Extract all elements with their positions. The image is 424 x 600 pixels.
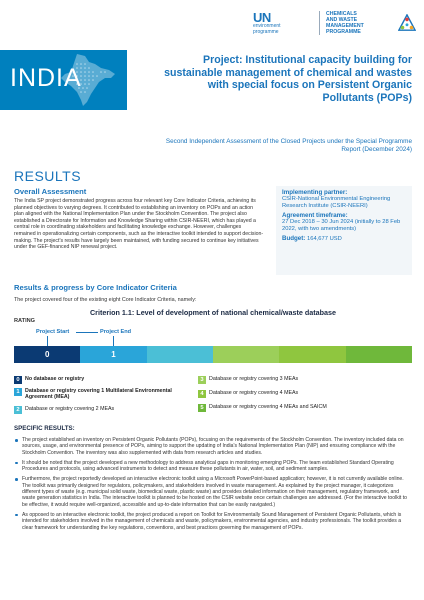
header-logos: [253, 8, 416, 38]
partner-label: Implementing partner:: [282, 189, 348, 196]
country-name: INDIA: [10, 64, 82, 92]
list-item: As opposed to an interactive electronic toolkit, the project produced a report on Toolkit for Environmentally Sound Management of Persistent Organic Pollutants, which is intended for stakeholders involved in the management of chemicals and waste, policymakers, environmental agencies, and industry professionals. The toolkit provides a clear framework for understanding the key regulations, conventions, and best practices governing the management of POPs.: [14, 512, 412, 531]
project-title: Project: Institutional capacity building for sustainable management of chemical and wastes with special focus on Persistent Organic Pollutants (POPs): [164, 54, 412, 104]
legend-text-3: Database or registry covering 3 MEAs: [209, 376, 299, 382]
timeframe-label: Agreement timeframe:: [282, 212, 348, 219]
specific-results-heading: SPECIFIC RESULTS:: [14, 425, 75, 432]
budget-value: 164,677 USD: [307, 236, 342, 242]
legend-swatch-3: 3: [198, 376, 206, 384]
criterion-title: Criterion 1.1: Level of development of national chemical/waste database: [89, 308, 337, 317]
results-progress-heading: Results & progress by Core Indicator Criteria: [14, 283, 177, 292]
un-environment-logo: [253, 11, 313, 35]
rating-end-value: 1: [111, 350, 116, 359]
rating-segment-4: [279, 346, 345, 363]
legend-swatch-5: 5: [198, 404, 206, 412]
list-item: The project established an inventory on Persistent Organic Pollutants (POPs), focusing on the requirements of the Stockholm Convention. The inventory included data on sources, usage, and environmental presence of POPs, aiming to support the updating of India's National Implementation Plan (NIP) and ensuring compliance with the Stockholm Convention. The inventory was also supplemented with data from research articles and studies.: [14, 437, 412, 456]
legend-item-0: [14, 376, 189, 384]
project-start-label: Project Start: [36, 329, 70, 335]
rating-segment-2: [147, 346, 213, 363]
cwm-triangle-icon: [398, 14, 416, 32]
logo-divider: [319, 11, 320, 35]
budget-line: [282, 235, 406, 243]
country-banner: [0, 50, 127, 110]
cwm-logo-line1: CHEMICALS: [326, 11, 357, 17]
progress-arrow: [76, 332, 98, 333]
un-logo-line1: environment: [253, 23, 281, 29]
budget-label: Budget:: [282, 235, 306, 242]
cwm-logo-line3: MANAGEMENT: [326, 23, 364, 29]
legend-swatch-0: 0: [14, 376, 22, 384]
rating-segment-3: [213, 346, 279, 363]
rating-scale-bar: [14, 346, 412, 363]
rating-start-value: 0: [44, 350, 50, 359]
legend-text-0: No database or registry: [25, 376, 85, 382]
rating-segment-1: [80, 346, 146, 363]
specific-results-list: [14, 437, 412, 535]
project-info-box: [276, 186, 412, 275]
legend-text-2: Database or registry covering 2 MEAs: [25, 406, 115, 412]
cwm-logo-line2: AND WASTE: [326, 17, 358, 23]
legend-item-3: [198, 376, 408, 384]
overall-assessment-text: The India SP project demonstrated progress across four relevant key Core Indicator Criteria, achieving its planned objectives to varying degrees. It contributed to establishing an inventory on POPs and an action plan aligned with the National Implementation Plan under the Stockholm Convention. The project also established a Directorate for Information and Knowledge Sharing within CSIR-NEERI, which has played a central role in coordinating stakeholders and facilitating knowledge exchange. However, challenges remained in operationalizing certain components, such as the interactive toolkit intended to support decision-making. The project's results have largely been maintained, with funding secured to continue key initiatives under the GEF-financed NIP renewal project.: [14, 198, 264, 251]
project-start-marker: [47, 336, 48, 346]
legend-text-4: Database or registry covering 4 MEAs: [209, 390, 299, 396]
legend-item-4: [198, 390, 408, 398]
project-end-label: Project End: [100, 329, 132, 335]
legend-item-5: [198, 404, 408, 412]
un-logo-letters: UN: [253, 10, 271, 25]
cwm-logo-line4: PROGRAMME: [326, 29, 361, 35]
legend-item-2: [14, 406, 189, 414]
rating-segment-0: [14, 346, 80, 363]
timeframe-value: 27 Dec 2018 – 30 Jun 2024 (initially to 28 Feb 2022, with two amendments): [282, 219, 401, 232]
cwm-programme-logo: [326, 11, 392, 35]
legend-swatch-1: 1: [14, 388, 22, 396]
results-progress-intro: The project covered four of the existing eight Core Indicator Criteria, namely:: [14, 297, 197, 303]
legend-text-5: Database or registry covering 4 MEAs and SAICM: [209, 404, 327, 410]
results-heading: RESULTS: [14, 168, 82, 184]
list-item: It should be noted that the project developed a new methodology to address analytical gaps in monitoring emerging POPs. The team established Standard Operating Procedures and protocols, using advanced instruments to detect and measure these pollutants in air, water, soil, and sediment samples.: [14, 460, 412, 473]
legend-text-1: Database or registry covering 1 Multilateral Environmental Agreement (MEA): [25, 388, 172, 401]
un-logo-line2: programme: [253, 28, 279, 35]
rating-segment-5: [346, 346, 412, 363]
overall-assessment-heading: Overall Assessment: [14, 187, 87, 196]
project-end-marker: [113, 336, 114, 346]
rating-label: RATING: [14, 318, 36, 324]
report-subtitle: Second Independent Assessment of the Closed Projects under the Special Programme Report (December 2024): [165, 138, 412, 154]
legend-swatch-4: 4: [198, 390, 206, 398]
legend-swatch-2: 2: [14, 406, 22, 414]
legend-item-1: [14, 388, 189, 401]
partner-value: CSIR-National Environmental Engineering Research Institute (CSIR-NEERI): [282, 196, 391, 209]
list-item: Furthermore, the project reportedly developed an interactive electronic toolkit using a Microsoft PowerPoint-based application; however, it is not currently available online. The toolkit was primarily designed for regulators, policymakers, and stakeholders involved in waste management. As explained by the project manager, it categorizes different types of waste (e.g. municipal solid waste, biomedical waste, plastic waste) and provides detailed information on their management, regulatory framework, and waste generation statistics in India. The interactive toolkit is planned to be hosted on the CSIR website once certain challenges are addressed. (For the interactive toolkit to be effective, it would require well-organized, accessible and up-to-date information that can be easily navigated.): [14, 476, 412, 507]
